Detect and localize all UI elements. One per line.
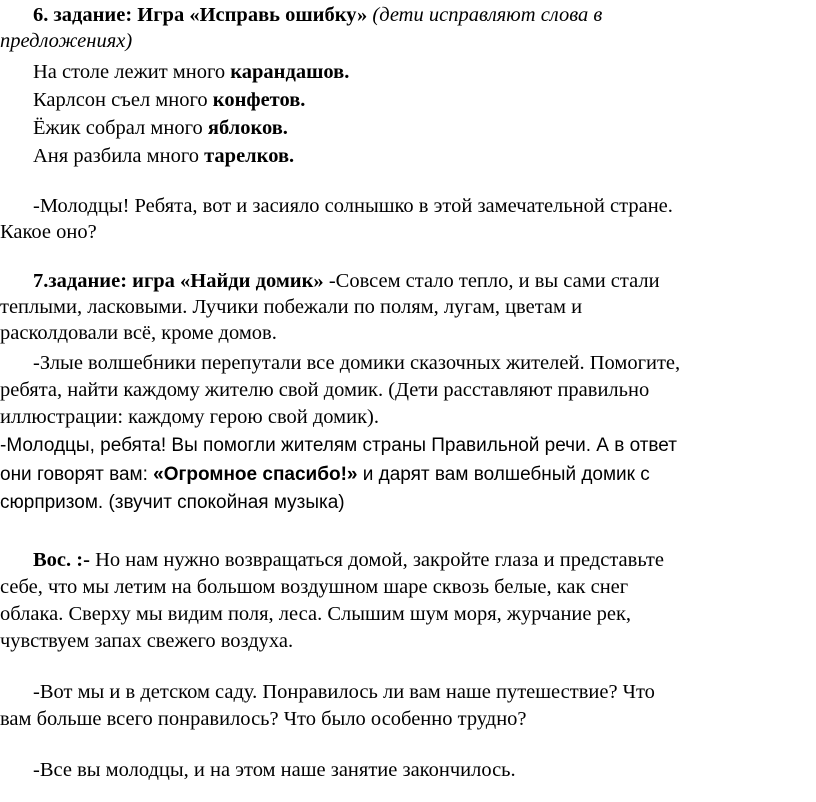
sentence-error-word: тарелков. [204,145,295,167]
task7-text: и дарят вам волшебный домик с [357,464,650,485]
task7-paragraph-1-line-3: расколдовали всё, кроме домов. [0,322,277,344]
sentence-error-word: яблоков. [207,117,288,139]
task7-paragraph-3-line-1: -Молодцы, ребята! Вы помогли жителям страны Правильной речи. А в ответ [0,435,677,456]
task6-title: 6. задание: Игра «Исправь ошибку» [33,4,368,26]
task6-heading [33,2,602,28]
task7-paragraph-1-line-2: теплыми, ласковыми. Лучики побежали по полям, лугам, цветам и [0,296,583,318]
closing-paragraph-3-line-1: -Все вы молодцы, и на этом наше занятие закончилось. [33,759,516,781]
sentence-error-word: конфетов. [212,89,306,111]
task7-paragraph-3-line-3: сюрпризом. (звучит спокойная музыка) [0,492,345,513]
task6-note-cont: предложениях) [0,30,133,52]
sentence-1 [33,59,349,85]
sentence-text: Аня разбила много [33,145,205,167]
sentence-text: Карлсон съел много [33,89,213,111]
task7-paragraph-3-line-2 [0,462,650,488]
closing-paragraph-1-line-4: чувствуем запах свежего воздуха. [0,630,294,652]
task6-praise: -Молодцы! Ребята, вот и засияло солнышко в этой замечательной стране. [33,195,673,217]
closing-paragraph-1-line-3: облака. Сверху мы видим поля, леса. Слышим шум моря, журчание рек, [0,603,632,625]
task7-text: -Совсем стало тепло, и вы сами стали [323,270,660,292]
sentence-text: На столе лежит много [33,61,231,83]
closing-paragraph-1-line-2: себе, что мы летим на большом воздушном шаре сквозь белые, как снег [0,576,629,598]
sentence-error-word: карандашов. [230,61,350,83]
sentence-text: Ёжик собрал много [33,117,208,139]
sentence-2 [33,87,305,113]
closing-paragraph-2-line-2: вам больше всего понравилось? Что было особенно трудно? [0,708,527,730]
speaker-label: Вос. :- [33,549,90,571]
task6-heading-cont [0,28,132,54]
task7-paragraph-2-line-2: ребята, найти каждому жителю свой домик. (Дети расставляют правильно [0,379,650,401]
thanks-phrase: «Огромное спасибо!» [153,464,358,485]
task7-paragraph-2-line-1: -Злые волшебники перепутали все домики сказочных жителей. Помогите, [33,352,681,374]
sentence-3 [33,115,288,141]
sentence-4 [33,143,294,169]
closing-paragraph-1-line-1 [33,547,664,573]
closing-paragraph-2-line-1: -Вот мы и в детском саду. Понравилось ли вам наше путешествие? Что [33,681,655,703]
task7-paragraph-2-line-3: иллюстрации: каждому герою свой домик). [0,406,379,428]
task6-praise-cont: Какое оно? [0,221,97,243]
task7-title: 7.задание: игра «Найди домик» [33,270,324,292]
task7-heading [33,268,660,294]
task6-note: (дети исправляют слова в [367,4,603,26]
closing-text: Но нам нужно возвращаться домой, закройте глаза и представьте [89,549,664,571]
task7-text: они говорят вам: [0,464,154,485]
